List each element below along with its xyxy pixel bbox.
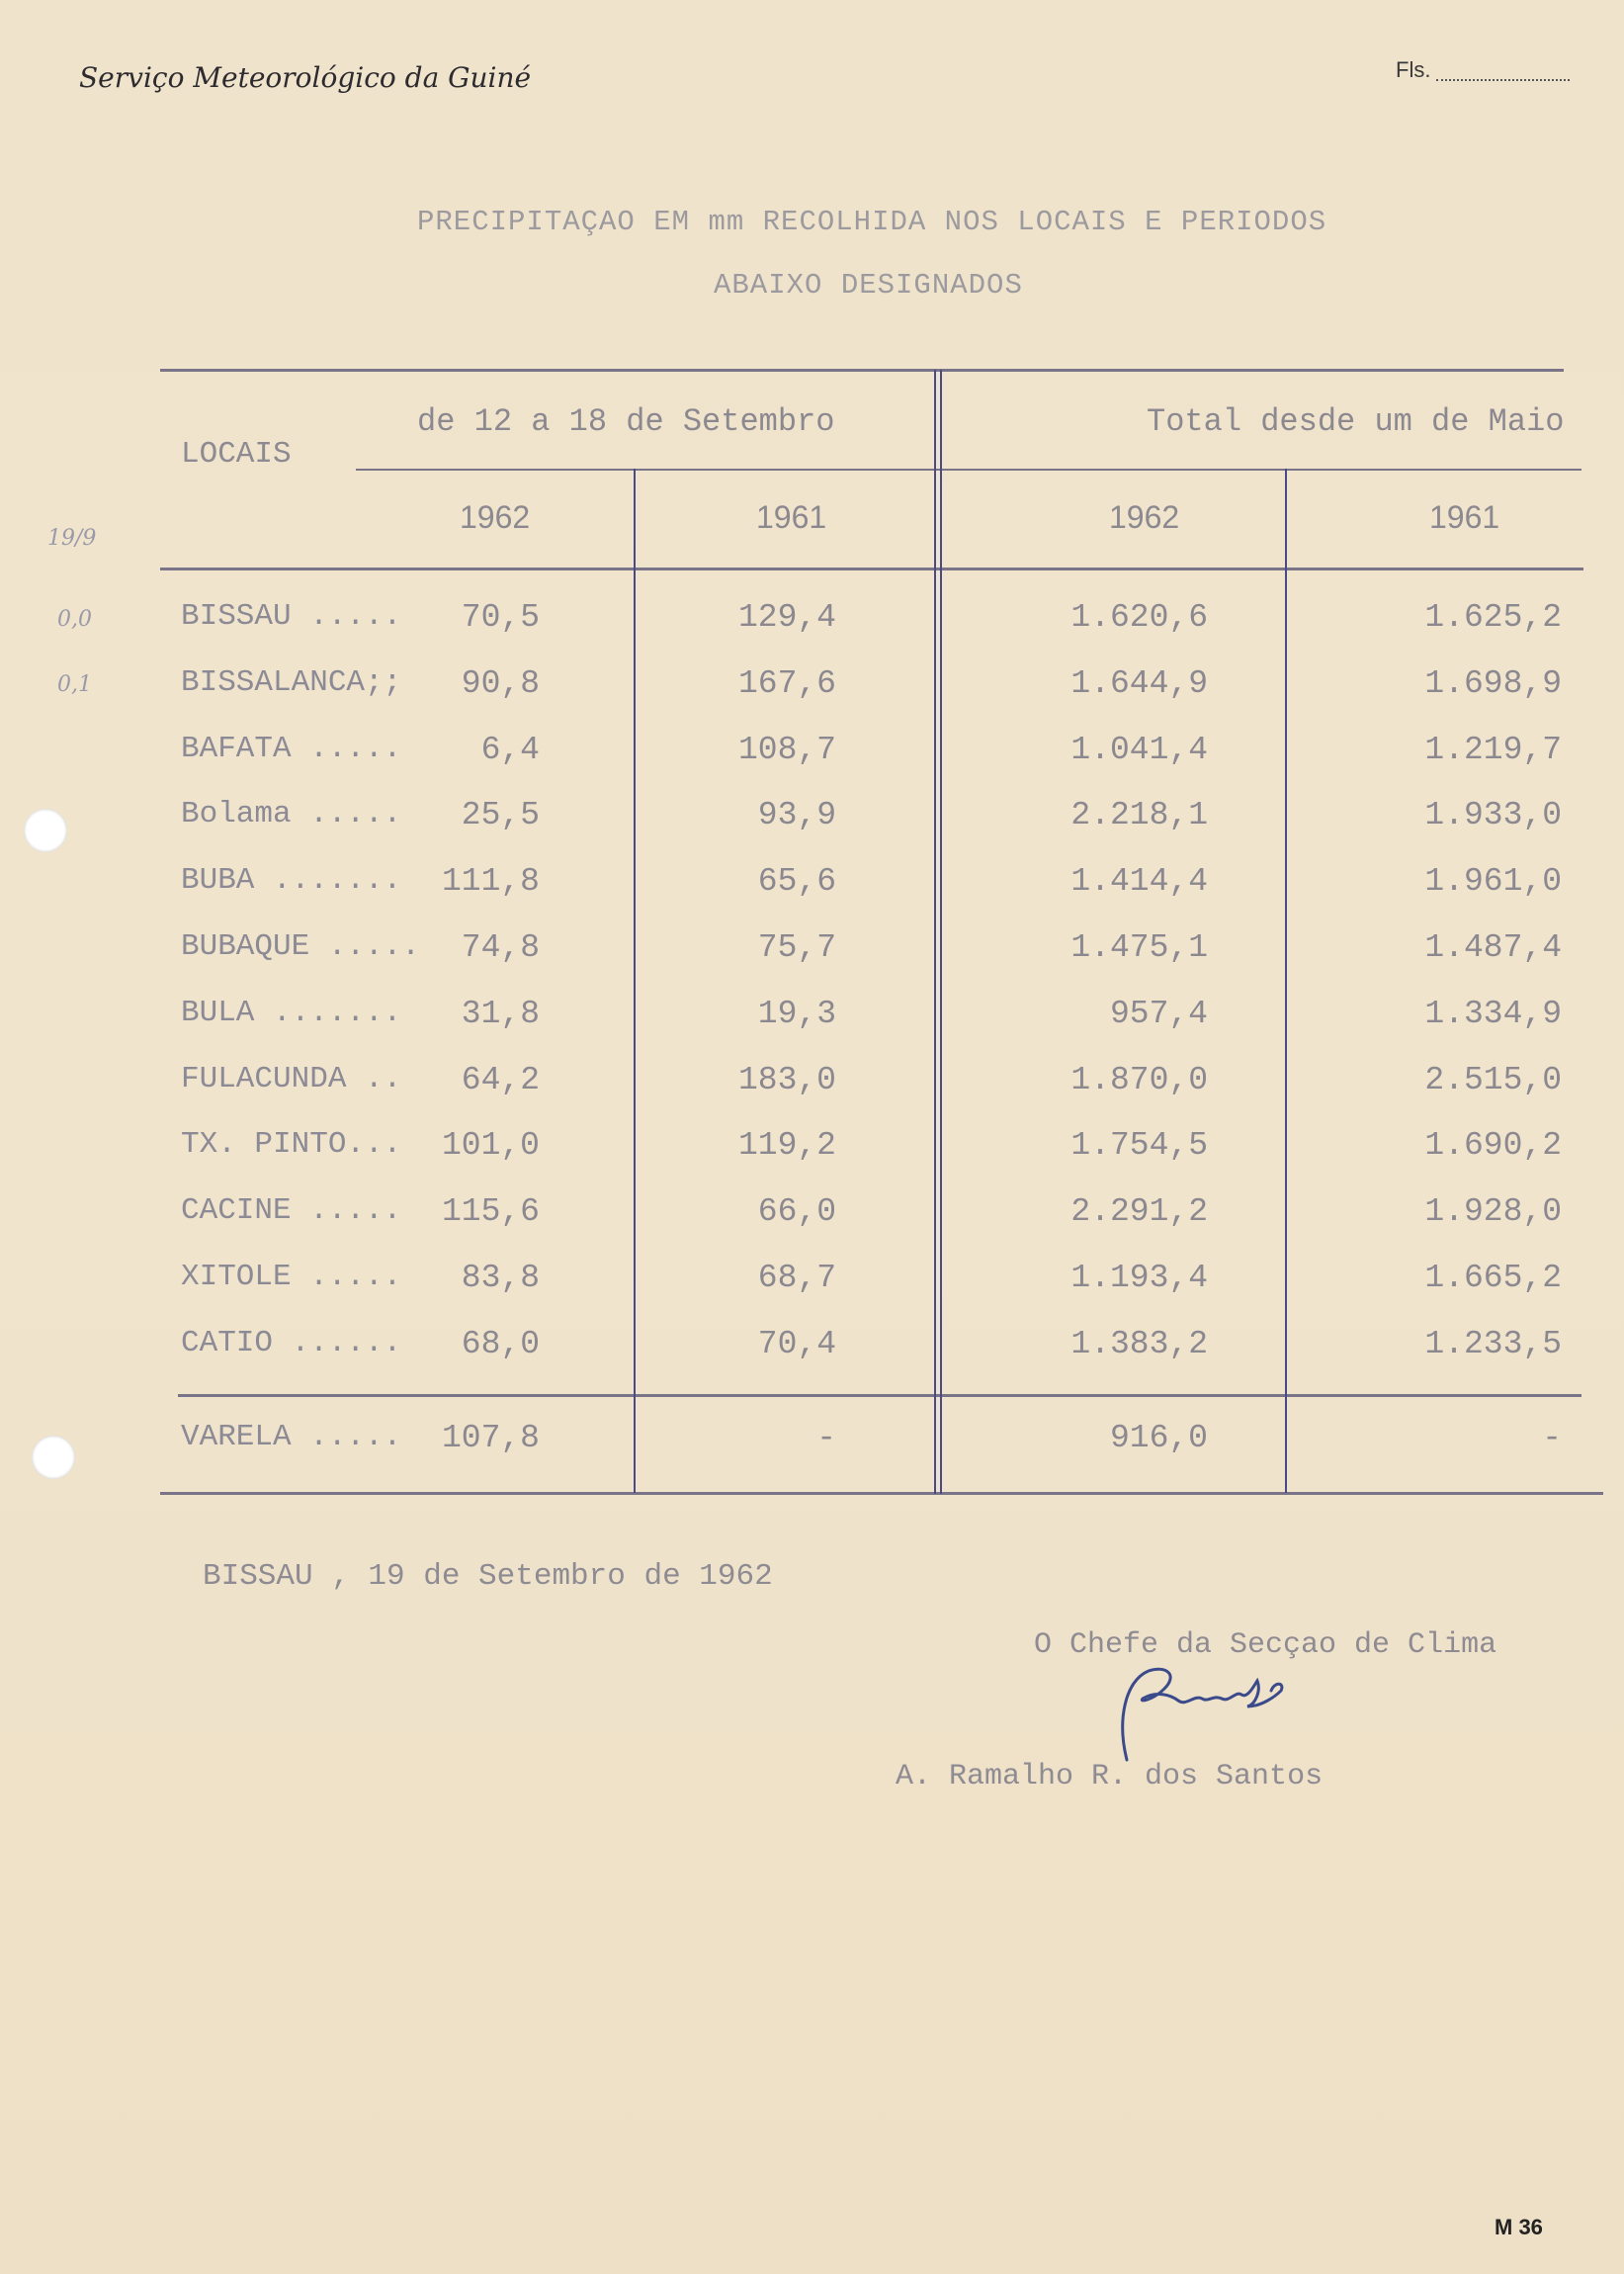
table-row-place: BULA ....... bbox=[181, 996, 402, 1030]
table-row-total-1962: 1.644,9 bbox=[1070, 665, 1208, 702]
table-row-total-1962: 1.383,2 bbox=[1070, 1326, 1208, 1362]
table-row-week-1961: 183,0 bbox=[737, 1062, 836, 1098]
year-header: 1962 bbox=[460, 499, 531, 535]
table-row-extra-week-1962: 107,8 bbox=[441, 1420, 540, 1456]
punch-hole bbox=[24, 809, 67, 852]
table-row-total-1962: 1.754,5 bbox=[1070, 1127, 1208, 1164]
fls-field bbox=[1396, 57, 1570, 83]
handwritten-signature bbox=[1087, 1661, 1305, 1770]
table-row-total-1961: 1.665,2 bbox=[1424, 1260, 1562, 1296]
col-divider-week bbox=[634, 469, 636, 1493]
fls-label: Fls. bbox=[1396, 57, 1431, 82]
table-row-week-1961: 70,4 bbox=[757, 1326, 836, 1362]
table-row-total-1962: 1.193,4 bbox=[1070, 1260, 1208, 1296]
table-row-total-1962: 1.475,1 bbox=[1070, 929, 1208, 966]
table-row-place: BUBAQUE ..... bbox=[181, 929, 420, 964]
table-row-week-1961: 108,7 bbox=[737, 732, 836, 768]
table-row-extra-total-1961: - bbox=[1542, 1420, 1562, 1456]
institution-header: Serviço Meteorológico da Guiné bbox=[79, 61, 532, 94]
table-row-extra-total-1962: 916,0 bbox=[1109, 1420, 1208, 1456]
table-top-rule bbox=[160, 369, 1564, 372]
table-row-place: BISSAU ..... bbox=[181, 599, 402, 634]
form-code: M 36 bbox=[1495, 2215, 1543, 2239]
table-row-total-1961: 1.698,9 bbox=[1424, 665, 1562, 702]
col-divider-group-b bbox=[940, 370, 942, 1494]
table-row-total-1962: 1.870,0 bbox=[1070, 1062, 1208, 1098]
table-row-week-1962: 83,8 bbox=[461, 1260, 540, 1296]
table-row-total-1961: 1.233,5 bbox=[1424, 1326, 1562, 1362]
table-row-total-1961: 1.933,0 bbox=[1424, 797, 1562, 833]
group-sub-rule bbox=[356, 469, 1581, 471]
table-row-extra-place: VARELA ..... bbox=[181, 1420, 402, 1454]
table-row-extra-week-1961: - bbox=[816, 1420, 836, 1456]
table-row-place: CACINE ..... bbox=[181, 1193, 402, 1228]
group-header-total: Total desde um de Maio bbox=[1147, 403, 1565, 440]
table-row-week-1962: 68,0 bbox=[461, 1326, 540, 1362]
title-line-2: ABAIXO DESIGNADOS bbox=[714, 269, 1023, 302]
table-row-week-1962: 90,8 bbox=[461, 665, 540, 702]
header-bottom-rule bbox=[160, 568, 1583, 570]
table-row-place: XITOLE ..... bbox=[181, 1260, 402, 1294]
table-row-total-1962: 1.041,4 bbox=[1070, 732, 1208, 768]
fls-dotted-line bbox=[1436, 79, 1570, 81]
table-row-week-1962: 25,5 bbox=[461, 797, 540, 833]
table-row-place: BISSALANCA;; bbox=[181, 665, 402, 700]
year-header: 1961 bbox=[1429, 499, 1500, 535]
table-row-week-1962: 70,5 bbox=[461, 599, 540, 636]
table-row-place: TX. PINTO... bbox=[181, 1127, 402, 1162]
table-row-total-1961: 1.625,2 bbox=[1424, 599, 1562, 636]
table-row-week-1962: 6,4 bbox=[480, 732, 540, 768]
table-row-week-1961: 129,4 bbox=[737, 599, 836, 636]
signer-role: O Chefe da Secçao de Clima bbox=[1034, 1628, 1497, 1662]
punch-hole bbox=[32, 1436, 75, 1479]
table-row-week-1961: 65,6 bbox=[757, 863, 836, 900]
table-row-total-1961: 1.219,7 bbox=[1424, 732, 1562, 768]
col-divider-total bbox=[1285, 469, 1287, 1493]
col-divider-group-a bbox=[934, 370, 936, 1494]
table-row-total-1961: 1.690,2 bbox=[1424, 1127, 1562, 1164]
table-row-place: CATIO ...... bbox=[181, 1326, 402, 1360]
table-row-week-1961: 66,0 bbox=[757, 1193, 836, 1230]
table-row-place: FULACUNDA .. bbox=[181, 1062, 402, 1096]
footer-date: BISSAU , 19 de Setembro de 1962 bbox=[203, 1559, 773, 1594]
table-row-total-1962: 2.218,1 bbox=[1070, 797, 1208, 833]
year-header: 1961 bbox=[756, 499, 827, 535]
table-row-total-1961: 1.928,0 bbox=[1424, 1193, 1562, 1230]
table-row-place: BUBA ....... bbox=[181, 863, 402, 898]
table-row-week-1962: 111,8 bbox=[441, 863, 540, 900]
catio-bottom-rule bbox=[178, 1394, 1581, 1397]
table-row-week-1962: 115,6 bbox=[441, 1193, 540, 1230]
table-row-week-1961: 93,9 bbox=[757, 797, 836, 833]
table-row-week-1962: 64,2 bbox=[461, 1062, 540, 1098]
table-row-total-1962: 1.414,4 bbox=[1070, 863, 1208, 900]
table-row-week-1962: 74,8 bbox=[461, 929, 540, 966]
margin-note: 19/9 bbox=[47, 526, 97, 551]
table-row-week-1962: 31,8 bbox=[461, 996, 540, 1032]
locais-header: LOCAIS bbox=[181, 437, 292, 472]
margin-note: 0,1 bbox=[57, 672, 92, 697]
table-row-total-1961: 1.487,4 bbox=[1424, 929, 1562, 966]
table-row-week-1961: 19,3 bbox=[757, 996, 836, 1032]
table-row-place: BAFATA ..... bbox=[181, 732, 402, 766]
title-line-1: PRECIPITAÇAO EM mm RECOLHIDA NOS LOCAIS E PERIODOS bbox=[417, 206, 1327, 238]
table-row-total-1962: 957,4 bbox=[1109, 996, 1208, 1032]
table-row-total-1961: 1.961,0 bbox=[1424, 863, 1562, 900]
table-row-total-1961: 1.334,9 bbox=[1424, 996, 1562, 1032]
signer-name: A. Ramalho R. dos Santos bbox=[896, 1760, 1324, 1793]
table-row-week-1961: 119,2 bbox=[737, 1127, 836, 1164]
table-row-week-1962: 101,0 bbox=[441, 1127, 540, 1164]
table-row-total-1961: 2.515,0 bbox=[1424, 1062, 1562, 1098]
table-bottom-rule bbox=[160, 1492, 1603, 1495]
table-row-total-1962: 1.620,6 bbox=[1070, 599, 1208, 636]
table-row-place: Bolama ..... bbox=[181, 797, 402, 831]
group-header-week: de 12 a 18 de Setembro bbox=[417, 403, 835, 440]
table-row-week-1961: 75,7 bbox=[757, 929, 836, 966]
table-row-week-1961: 68,7 bbox=[757, 1260, 836, 1296]
margin-note: 0,0 bbox=[57, 607, 92, 632]
table-row-week-1961: 167,6 bbox=[737, 665, 836, 702]
year-header: 1962 bbox=[1109, 499, 1180, 535]
table-row-total-1962: 2.291,2 bbox=[1070, 1193, 1208, 1230]
